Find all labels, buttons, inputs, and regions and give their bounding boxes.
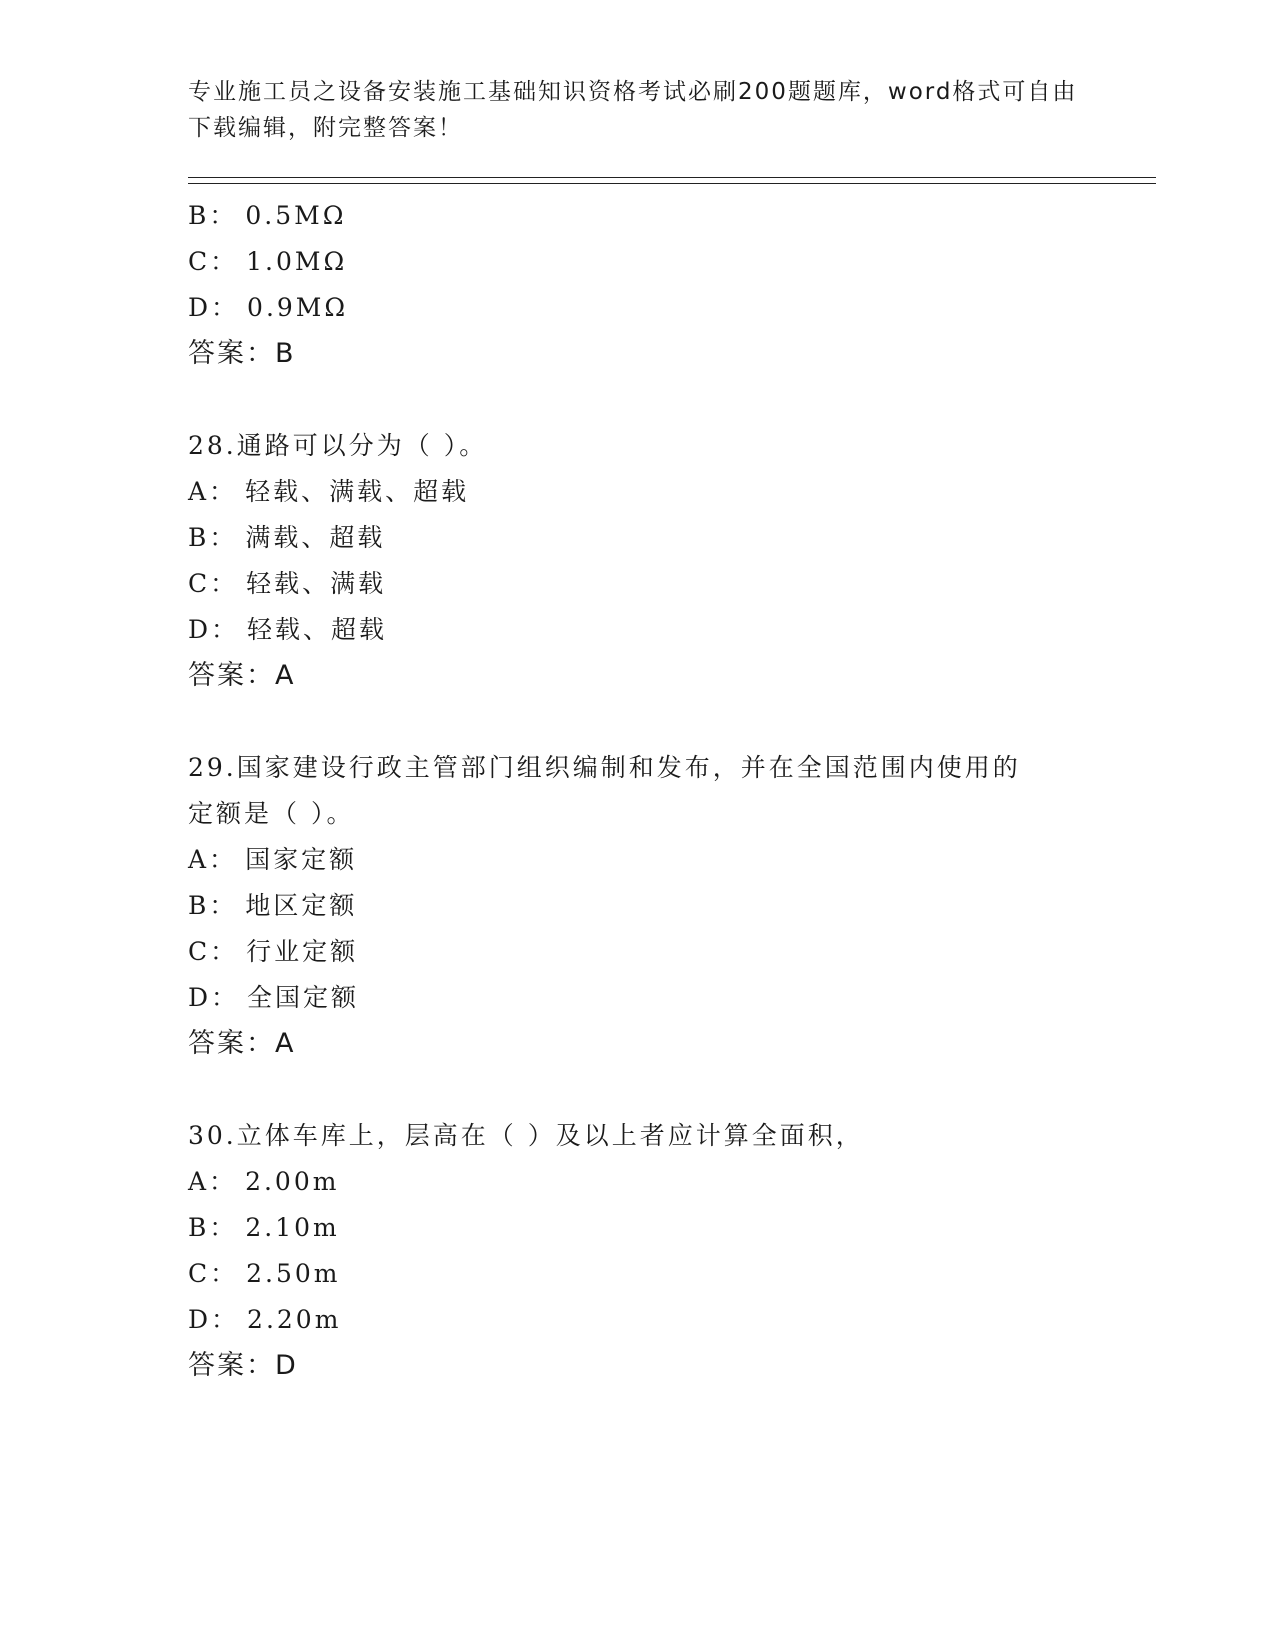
option-b: [188, 515, 1088, 561]
option-text: 0.9MΩ: [247, 293, 349, 322]
option-d: [188, 975, 1088, 1021]
question-block-28: [188, 423, 1088, 699]
option-c: [188, 239, 1088, 285]
option-label: C：: [188, 1259, 239, 1288]
option-label: B：: [188, 523, 238, 552]
option-text: 全国定额: [247, 983, 360, 1012]
option-label: D：: [188, 293, 240, 322]
option-b: [188, 883, 1088, 929]
option-a: [188, 469, 1088, 515]
option-a: [188, 837, 1088, 883]
option-text: 0.5MΩ: [245, 201, 347, 230]
option-c: [188, 1251, 1088, 1297]
option-c: [188, 561, 1088, 607]
header-divider-bottom: [188, 183, 1156, 184]
option-label: A：: [188, 477, 238, 506]
option-c: [188, 929, 1088, 975]
option-text: 轻载、满载、超载: [245, 477, 470, 506]
option-a: [188, 1159, 1088, 1205]
option-d: [188, 285, 1088, 331]
option-text: 国家定额: [245, 845, 358, 874]
option-label: D：: [188, 983, 240, 1012]
document-header: 专业施工员之设备安装施工基础知识资格考试必刷200题题库，word格式可自由下载编辑，附完整答案！: [188, 79, 1078, 141]
question-block-30: [188, 1113, 1088, 1389]
option-label: D：: [188, 1305, 240, 1334]
question-stem: 29.国家建设行政主管部门组织编制和发布，并在全国范围内使用的定额是（ ）。: [188, 753, 1021, 828]
option-label: B：: [188, 891, 238, 920]
option-label: C：: [188, 569, 239, 598]
option-text: 2.10m: [245, 1213, 340, 1242]
option-label: B：: [188, 201, 238, 230]
question-stem: 28.通路可以分为（ ）。: [188, 431, 488, 460]
option-d: [188, 607, 1088, 653]
option-text: 2.20m: [247, 1305, 342, 1334]
option-label: B：: [188, 1213, 238, 1242]
option-text: 轻载、满载: [246, 569, 387, 598]
answer-line: 答案：A: [188, 660, 296, 691]
option-label: C：: [188, 247, 239, 276]
option-text: 轻载、超载: [247, 615, 388, 644]
option-label: A：: [188, 1167, 238, 1196]
question-content: [188, 193, 1088, 1389]
answer-line: 答案：A: [188, 1028, 296, 1059]
option-label: A：: [188, 845, 238, 874]
spacer: [188, 377, 1088, 423]
option-text: 地区定额: [245, 891, 358, 920]
option-text: 2.00m: [245, 1167, 340, 1196]
spacer: [188, 1067, 1088, 1113]
spacer: [188, 699, 1088, 745]
header-divider-top: [188, 177, 1156, 178]
option-b: [188, 1205, 1088, 1251]
option-d: [188, 1297, 1088, 1343]
option-text: 1.0MΩ: [246, 247, 348, 276]
option-text: 满载、超载: [245, 523, 386, 552]
option-text: 行业定额: [246, 937, 359, 966]
option-label: D：: [188, 615, 240, 644]
question-block-29: [188, 745, 1088, 1067]
option-label: C：: [188, 937, 239, 966]
option-text: 2.50m: [246, 1259, 341, 1288]
question-stem: 30.立体车库上，层高在（ ）及以上者应计算全面积，: [188, 1121, 864, 1150]
option-b: [188, 193, 1088, 239]
answer-line: 答案：D: [188, 1350, 298, 1381]
continued-question-block: [188, 193, 1088, 377]
answer-line: 答案：B: [188, 338, 296, 369]
